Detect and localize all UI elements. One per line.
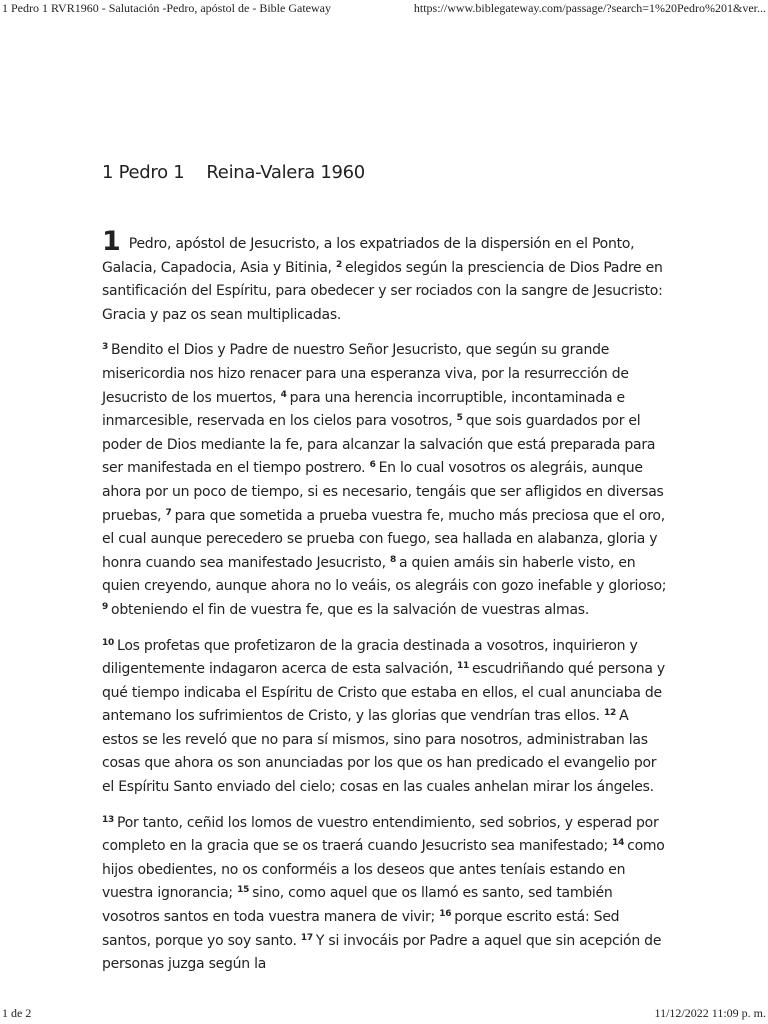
passage-title [102, 162, 365, 183]
book-chapter: 1 Pedro 1 [102, 162, 185, 183]
verse-text: Pedro, apóstol de Jesucristo, a los expatriados de la dispersión en el Ponto, Galacia, Capadocia, Asia y Bitinia, [102, 236, 635, 276]
verse-text: Y si invocáis por Padre a aquel que sin acepción de personas juzga según la [102, 932, 662, 973]
verse-text: para una herencia incorruptible, incontaminada e inmarcesible, reservada en los cielos para vosotros, [102, 389, 625, 430]
paragraph [102, 812, 668, 977]
verse-number: 16 [439, 909, 452, 920]
passage-text [102, 226, 668, 989]
verse-number: 4 [280, 389, 287, 400]
verse-number: 13 [102, 814, 115, 825]
verse-number: 6 [369, 460, 376, 471]
print-url: https://www.biblegateway.com/passage/?search=1%20Pedro%201&ver... [413, 1, 766, 15]
verse-text: elegidos según la presciencia de Dios Padre en santificación del Espíritu, para obedecer y ser rociados con la sangre de Jesucristo: Gracia y paz os sean multiplicadas. [102, 259, 663, 323]
verse-number: 3 [102, 342, 109, 353]
verse-text: escudriñando qué persona y qué tiempo indicaba el Espíritu de Cristo que estaba en ellos, el cual anunciaba de antemano los sufrimientos de Cristo, y las glorias que vendrían tras ellos. [102, 661, 665, 725]
print-page-title: 1 Pedro 1 RVR1960 - Salutación -Pedro, apóstol de - Bible Gateway [2, 1, 331, 15]
verse-number: 8 [390, 554, 397, 565]
paragraph [102, 635, 668, 800]
verse-number: 11 [457, 661, 470, 672]
verse-text: A estos se les reveló que no para sí mismos, sino para nosotros, administraban las cosas que ahora os son anunciadas por los que os han predicado el evangelio por el Espíritu Santo enviado del cielo; cosas en las cuales anhelan mirar los ángeles. [102, 708, 657, 796]
print-header [0, 0, 768, 18]
verse-text: Por tanto, ceñid los lomos de vuestro entendimiento, sed sobrios, y esperad por completo en la gracia que se os traerá cuando Jesucristo sea manifestado; [102, 814, 659, 855]
verse-text: En lo cual vosotros os alegráis, aunque ahora por un poco de tiempo, si es necesario, tengáis que ser afligidos en diversas pruebas, [102, 460, 664, 524]
print-datetime: 11/12/2022 11:09 p. m. [654, 1006, 766, 1020]
verse-text: para que sometida a prueba vuestra fe, mucho más preciosa que el oro, el cual aunque perecedero se prueba con fuego, sea hallada en alabanza, gloria y honra cuando sea manifestado Jesucristo, [102, 507, 665, 571]
verse-number: 5 [456, 413, 463, 424]
verse-number: 15 [237, 885, 250, 896]
verse-number: 17 [300, 932, 313, 943]
verse-number: 9 [102, 601, 109, 612]
verse-number: 10 [102, 637, 115, 648]
verse-text: Bendito el Dios y Padre de nuestro Señor Jesucristo, que según su grande misericordia nos hizo renacer para una esperanza viva, por la resurrección de Jesucristo de los muertos, [102, 342, 629, 406]
paragraph [102, 339, 668, 622]
print-footer [0, 1006, 768, 1024]
verse-text: como hijos obedientes, no os conforméis a los deseos que antes teníais estando en vuestra ignorancia; [102, 838, 665, 902]
verse-text: a quien amáis sin haberle visto, en quien creyendo, aunque ahora no lo veáis, os alegráis con gozo inefable y glorioso; [102, 554, 667, 595]
print-page-count: 1 de 2 [2, 1006, 32, 1020]
verse-text: que sois guardados por el poder de Dios mediante la fe, para alcanzar la salvación que está preparada para ser manifestada en el tiempo postrero. [102, 413, 656, 477]
verse-text: Los profetas que profetizaron de la gracia destinada a vosotros, inquirieron y diligentemente indagaron acerca de esta salvación, [102, 637, 638, 678]
bible-version: Reina-Valera 1960 [206, 162, 365, 183]
verse-number: 14 [612, 838, 625, 849]
verse-text: obteniendo el fin de vuestra fe, que es la salvación de vuestras almas. [111, 601, 590, 618]
verse-text: porque escrito está: Sed santos, porque yo soy santo. [102, 909, 620, 949]
chapter-number: 1 [102, 226, 121, 257]
verse-number: 12 [604, 708, 617, 719]
verse-text: sino, como aquel que os llamó es santo, sed también vosotros santos en toda vuestra manera de vivir; [102, 885, 613, 926]
verse-number: 7 [165, 507, 172, 518]
verse-number: 2 [335, 259, 342, 270]
paragraph [102, 226, 668, 327]
